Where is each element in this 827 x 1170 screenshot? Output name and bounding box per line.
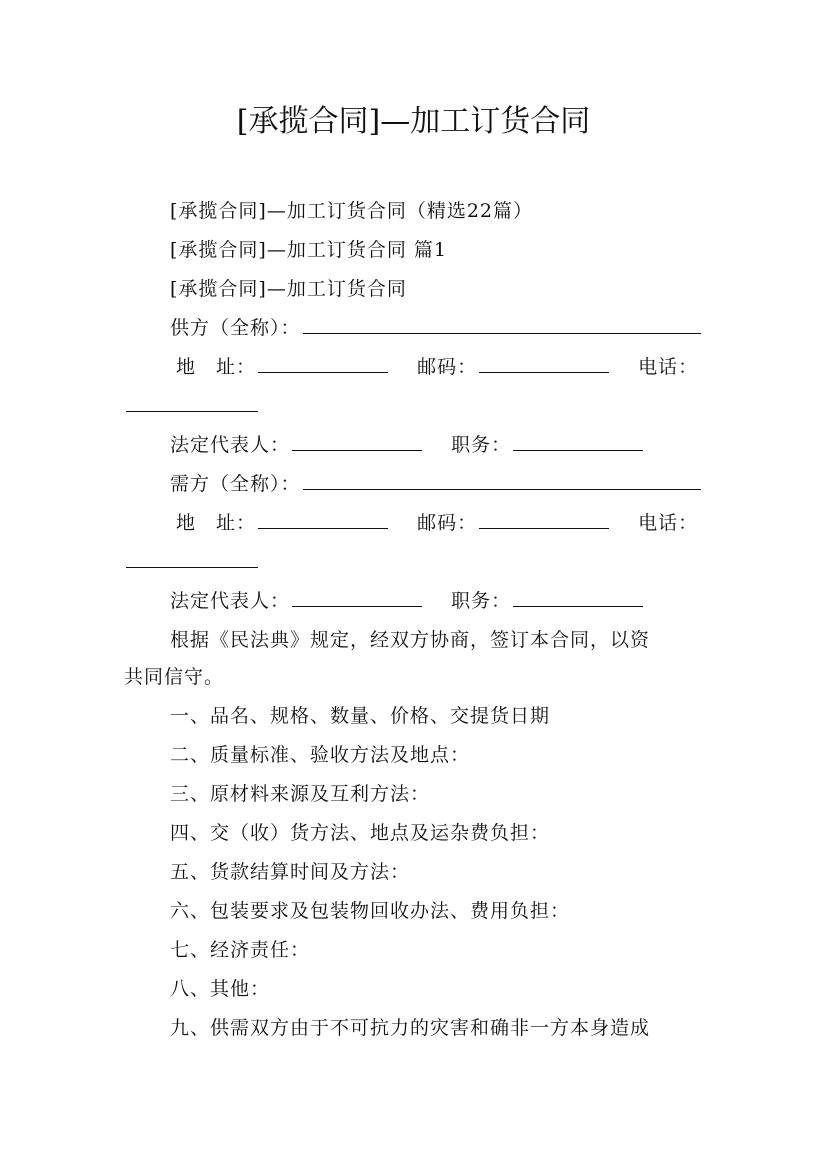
buyer-address-label: 地 址：	[176, 512, 257, 534]
buyer-rep-row	[170, 588, 645, 614]
preamble-line-1: 根据《民法典》规定，经双方协商，签订本合同，以资	[170, 629, 651, 651]
supplier-name-label: 供方（全称）：	[170, 317, 301, 339]
supplier-postcode-blank	[479, 354, 609, 373]
clause-item: 一、品名、规格、数量、价格、交提货日期	[170, 705, 551, 727]
preamble-line-2: 共同信守。	[124, 666, 225, 688]
supplier-phone-blank	[126, 393, 258, 412]
clause-item: 五、货款结算时间及方法：	[170, 861, 411, 883]
supplier-legal-rep-blank	[292, 432, 422, 451]
buyer-name-row	[170, 471, 703, 497]
buyer-position-blank	[513, 588, 643, 607]
buyer-phone-label: 电话：	[638, 512, 699, 534]
supplier-rep-row	[170, 432, 645, 458]
buyer-postcode-blank	[479, 510, 609, 529]
clause-item: 二、质量标准、验收方法及地点：	[170, 744, 471, 766]
clause-item: 七、经济责任：	[170, 939, 311, 961]
buyer-contact-row	[176, 510, 698, 536]
buyer-address-blank	[258, 510, 388, 529]
supplier-phone-row	[124, 393, 260, 419]
supplier-contact-row	[176, 354, 698, 380]
supplier-name-row	[170, 315, 703, 341]
buyer-legal-rep-blank	[292, 588, 422, 607]
supplier-postcode-label: 邮码：	[417, 356, 478, 378]
buyer-name-label: 需方（全称）：	[170, 473, 301, 495]
supplier-name-blank	[303, 315, 701, 334]
clause-item: 六、包装要求及包装物回收办法、费用负担：	[170, 900, 571, 922]
clause-item: 三、原材料来源及互利方法：	[170, 783, 431, 805]
clause-item: 八、其他：	[170, 978, 271, 1000]
chapter-heading: [承揽合同]—加工订货合同 篇1	[170, 239, 447, 261]
contract-heading: [承揽合同]—加工订货合同	[170, 278, 407, 300]
buyer-name-blank	[303, 471, 701, 490]
supplier-address-label: 地 址：	[176, 356, 257, 378]
buyer-postcode-label: 邮码：	[417, 512, 478, 534]
buyer-legal-rep-label: 法定代表人：	[170, 590, 291, 612]
supplier-phone-label: 电话：	[638, 356, 699, 378]
buyer-phone-blank	[126, 549, 258, 568]
buyer-position-label: 职务：	[451, 590, 512, 612]
supplier-legal-rep-label: 法定代表人：	[170, 434, 291, 456]
supplier-address-blank	[258, 354, 388, 373]
supplier-position-label: 职务：	[451, 434, 512, 456]
buyer-phone-row	[124, 549, 260, 575]
clause-item: 九、供需双方由于不可抗力的灾害和确非一方本身造成	[170, 1017, 651, 1039]
document-title: [承揽合同]—加工订货合同	[236, 104, 591, 139]
clause-item: 四、交（收）货方法、地点及运杂费负担：	[170, 822, 551, 844]
supplier-position-blank	[513, 432, 643, 451]
document-subtitle: [承揽合同]—加工订货合同（精选22篇）	[170, 200, 534, 222]
